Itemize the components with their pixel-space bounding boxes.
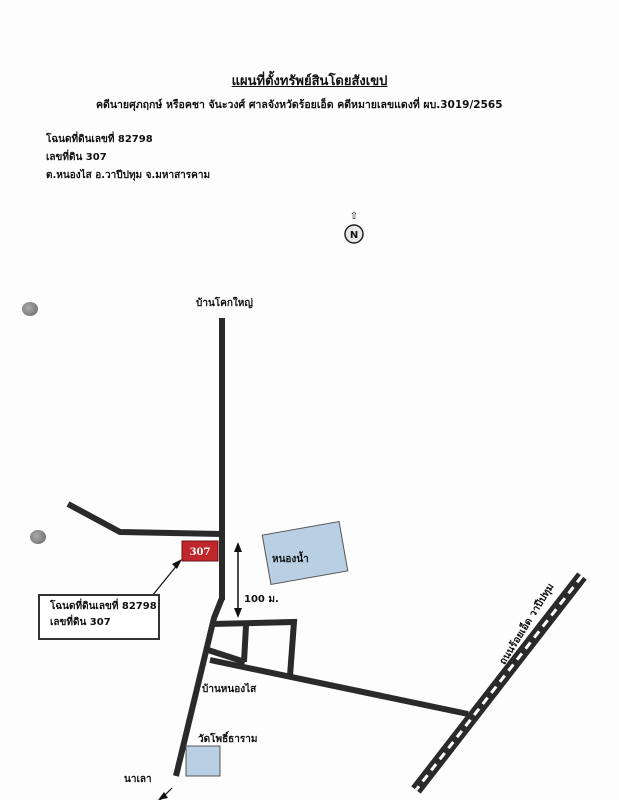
- highway-road: [416, 576, 582, 790]
- parcel-callout-box: [38, 594, 160, 640]
- village-road-middle: [244, 626, 246, 662]
- north-village-label: บ้านโคกใหญ่: [196, 298, 253, 309]
- highway-label: ถนนร้อยเอ็ด วาปีปทุม: [497, 581, 557, 667]
- village-label: บ้านหนองไส: [202, 684, 257, 695]
- callout-deed: โฉนดที่ดินเลขที่ 82798: [50, 601, 157, 612]
- distance-label: 100 ม.: [244, 594, 279, 605]
- land-number: เลขที่ดิน 307: [46, 152, 107, 163]
- distance-arrow-icon: [234, 542, 242, 618]
- west-road: [68, 504, 222, 534]
- deed-number: โฉนดที่ดินเลขที่ 82798: [46, 134, 153, 145]
- temple-shape: [186, 746, 220, 776]
- callout-arrow-icon: [152, 559, 182, 596]
- map-title: แผนที่ตั้งทรัพย์สินโดยสังเขป: [231, 74, 388, 89]
- location-text: ต.หนองไส อ.วาปีปทุม จ.มหาสารคาม: [46, 170, 211, 181]
- compass-letter: N: [349, 230, 359, 241]
- compass-arrow: ⇧: [349, 211, 359, 222]
- case-subtitle: คดีนายศุภฤกษ์ หรือคชา จันะวงศ์ ศาลจังหวัดร้อยเอ็ด คดีหมายเลขแดงที่ ผบ.3019/2565: [96, 99, 503, 111]
- compass-icon: [345, 211, 363, 243]
- callout-land-no: เลขที่ดิน 307: [50, 617, 111, 628]
- pond-label: หนองน้ำ: [272, 554, 309, 565]
- temple-label: วัดโพธิ์ธาราม: [198, 734, 258, 745]
- south-place-label: นาเลา: [124, 774, 152, 785]
- south-arrow-icon: [158, 788, 172, 800]
- parcel-label: 307: [189, 547, 211, 558]
